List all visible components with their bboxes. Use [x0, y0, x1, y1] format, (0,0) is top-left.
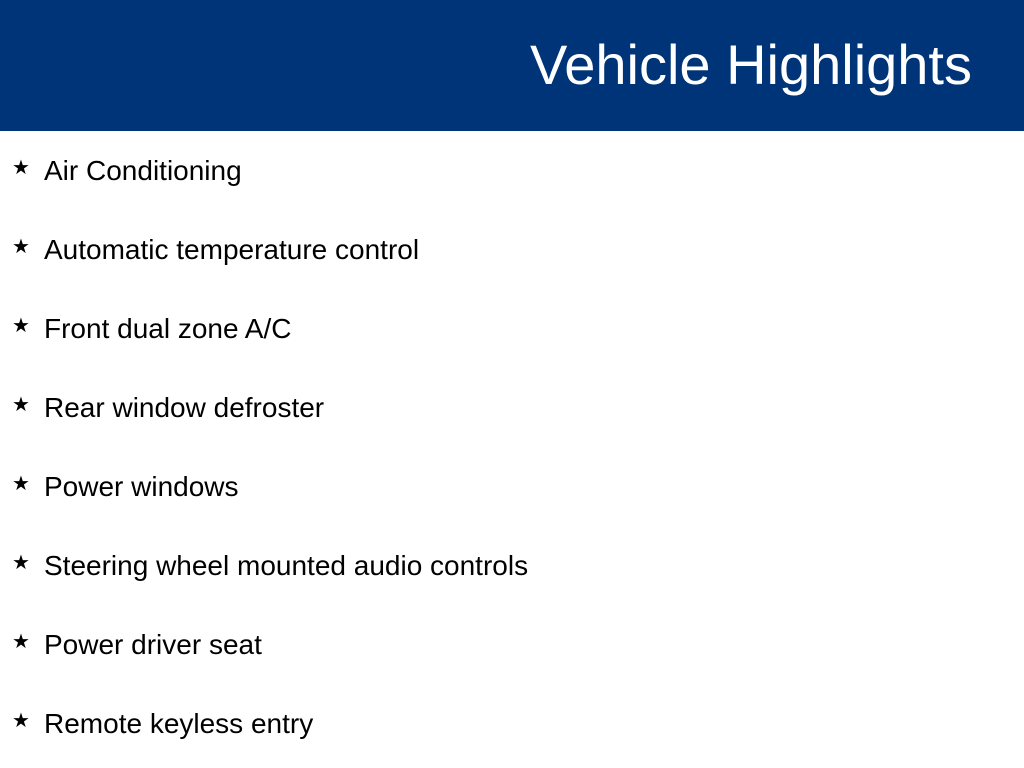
- feature-label: Power windows: [44, 471, 239, 502]
- star-icon: ★: [12, 710, 30, 732]
- list-item: [0, 703, 1024, 768]
- star-icon: ★: [12, 394, 30, 416]
- list-item: [0, 545, 1024, 624]
- list-item: [0, 387, 1024, 466]
- star-icon: ★: [12, 236, 30, 258]
- feature-label: Steering wheel mounted audio controls: [44, 550, 529, 581]
- page-title: Vehicle Highlights: [529, 33, 972, 96]
- list-item: [0, 308, 1024, 387]
- feature-label: Power driver seat: [44, 629, 262, 660]
- feature-label: Air Conditioning: [44, 155, 242, 186]
- star-icon: ★: [12, 631, 30, 653]
- feature-list: [0, 150, 1024, 768]
- star-icon: ★: [12, 552, 30, 574]
- list-item: [0, 150, 1024, 229]
- feature-label: Rear window defroster: [44, 392, 325, 423]
- list-item: [0, 466, 1024, 545]
- feature-label: Automatic temperature control: [44, 234, 420, 265]
- star-icon: ★: [12, 315, 30, 337]
- star-icon: ★: [12, 157, 30, 179]
- feature-label: Remote keyless entry: [44, 708, 314, 739]
- header-banner: [0, 0, 1024, 131]
- star-icon: ★: [12, 473, 30, 495]
- list-item: [0, 229, 1024, 308]
- feature-label: Front dual zone A/C: [44, 313, 292, 344]
- list-item: [0, 624, 1024, 703]
